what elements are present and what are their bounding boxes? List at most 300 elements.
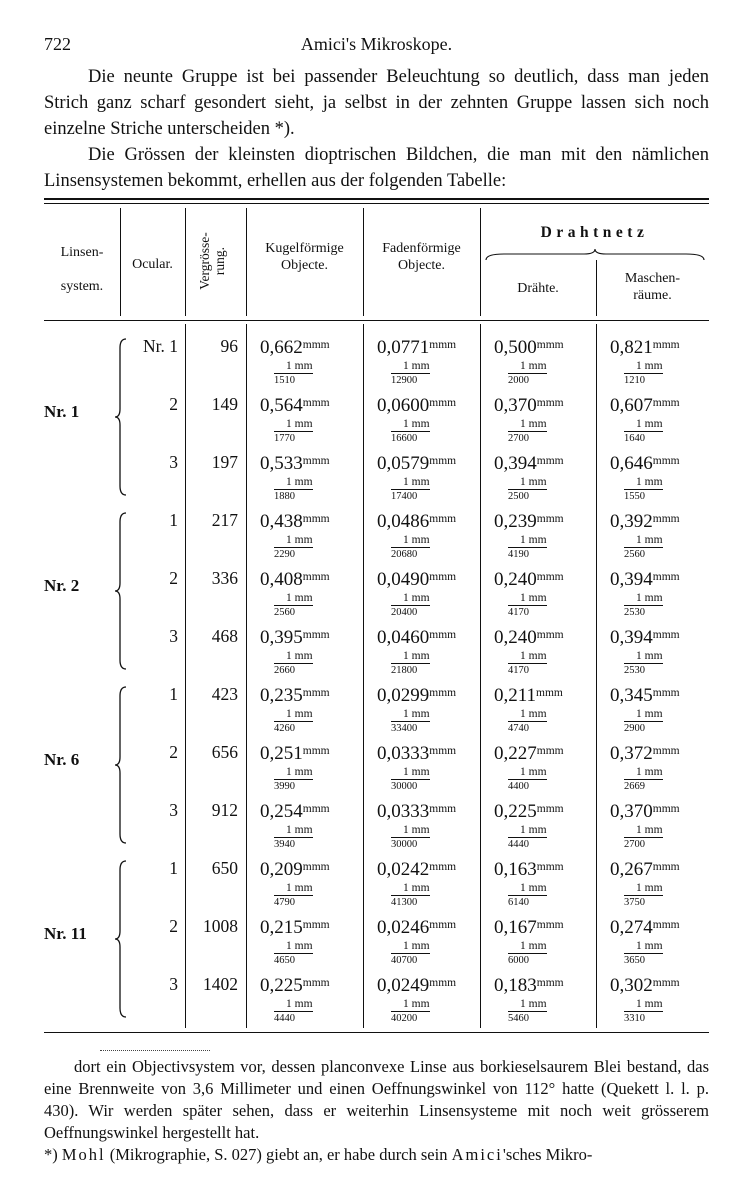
unit-label: mmm (429, 629, 457, 641)
kugel-number: 0,408 (260, 569, 303, 590)
unit-label: mmm (429, 977, 457, 989)
unit-label: mmm (302, 803, 330, 815)
fraction-denominator: 4170 (508, 663, 547, 677)
fraction-denominator: 3990 (274, 779, 313, 793)
ocular-value: 3 (169, 452, 178, 472)
unit-label: mmm (652, 977, 680, 989)
faden-value (377, 334, 487, 359)
faden-value (377, 914, 487, 939)
fraction-unit: mm (528, 940, 547, 952)
faden-measurement (377, 508, 487, 562)
fraction-denominator: 1640 (624, 431, 663, 445)
kugel-number: 0,225 (260, 975, 303, 996)
fraction-denominator: 6140 (508, 895, 547, 909)
unit-label: mmm (302, 861, 330, 873)
fraction-one: 1 (403, 476, 409, 488)
fraction-unit: mm (294, 534, 313, 546)
fraction-unit: mm (644, 476, 663, 488)
fraction-numerator (274, 592, 313, 605)
kugel-measurement (260, 450, 370, 504)
fraction-one: 1 (403, 418, 409, 430)
unit-label: mmm (536, 455, 564, 467)
fraction-numerator (624, 824, 663, 837)
fraction-unit: mm (528, 476, 547, 488)
fraction-numerator (274, 766, 313, 779)
unit-label: mmm (652, 629, 680, 641)
fraction-denominator: 2530 (624, 605, 663, 619)
fraction-unit: mm (411, 708, 430, 720)
fraction-denominator: 2530 (624, 663, 663, 677)
faden-value (377, 566, 487, 591)
draht-number: 0,500 (494, 337, 537, 358)
kugel-number: 0,251 (260, 743, 303, 764)
fraction-one: 1 (636, 824, 642, 836)
masch-measurement (610, 856, 720, 910)
fraction-denominator: 2700 (508, 431, 547, 445)
masch-fraction (624, 418, 663, 445)
fraction-unit: mm (644, 418, 663, 430)
faden-fraction (391, 940, 430, 967)
unit-label: mmm (652, 339, 680, 351)
faden-measurement (377, 392, 487, 446)
fraction-denominator: 30000 (391, 837, 430, 851)
fraction-numerator (624, 882, 663, 895)
draht-number: 0,240 (494, 569, 537, 590)
fraction-unit: mm (294, 824, 313, 836)
fraction-one: 1 (403, 592, 409, 604)
unit-label: mmm (302, 571, 330, 583)
unit-label: mmm (429, 339, 457, 351)
masch-measurement (610, 334, 720, 388)
draht-value (494, 740, 604, 765)
fraction-one: 1 (520, 650, 526, 662)
fraction-one: 1 (403, 708, 409, 720)
fraction-numerator (391, 418, 430, 431)
unit-label: mmm (652, 803, 680, 815)
masch-fraction (624, 824, 663, 851)
unit-label: mmm (429, 513, 457, 525)
intro-paragraph-2: Die Grössen der kleinsten dioptrischen Bildchen, die man mit den nämlichen Linsensystemen bekommt, erhellen aus der folgenden Tabelle: (44, 145, 709, 191)
draht-value (494, 856, 604, 881)
fraction-unit: mm (294, 882, 313, 894)
fraction-one: 1 (286, 998, 292, 1010)
fraction-unit: mm (411, 824, 430, 836)
draht-value (494, 450, 604, 475)
masch-value (610, 450, 720, 475)
fraction-unit: mm (528, 650, 547, 662)
masch-measurement (610, 566, 720, 620)
ocular-value: 3 (169, 626, 178, 646)
fraction-denominator: 1770 (274, 431, 313, 445)
fraction-denominator: 2000 (508, 373, 547, 387)
fraction-one: 1 (286, 824, 292, 836)
group-brace (114, 338, 128, 496)
fraction-one: 1 (286, 476, 292, 488)
faden-fraction (391, 534, 430, 561)
fraction-numerator (274, 940, 313, 953)
masch-value (610, 392, 720, 417)
fraction-one: 1 (520, 418, 526, 430)
magnification-value: 468 (211, 626, 238, 646)
kugel-measurement (260, 392, 370, 446)
unit-label: mmm (536, 629, 564, 641)
fraction-unit: mm (411, 998, 430, 1010)
drahtnetz-brace (484, 248, 706, 262)
draht-number: 0,394 (494, 453, 537, 474)
fraction-unit: mm (644, 708, 663, 720)
fraction-denominator: 4400 (508, 779, 547, 793)
ocular-value: 2 (169, 916, 178, 936)
fraction-unit: mm (528, 708, 547, 720)
unit-label: mmm (652, 455, 680, 467)
draht-fraction (508, 360, 547, 387)
fraction-denominator: 2900 (624, 721, 663, 735)
fraction-unit: mm (528, 592, 547, 604)
unit-label: mmm (652, 861, 680, 873)
fraction-unit: mm (411, 650, 430, 662)
draht-measurement (494, 566, 604, 620)
unit-label: mmm (429, 455, 457, 467)
masch-value (610, 624, 720, 649)
fraction-denominator: 2660 (274, 663, 313, 677)
header-text: system. (60, 279, 104, 294)
fraction-numerator (624, 476, 663, 489)
fraction-unit: mm (294, 766, 313, 778)
masch-number: 0,392 (610, 511, 653, 532)
fraction-denominator: 5460 (508, 1011, 547, 1025)
kugel-value (260, 624, 370, 649)
kugel-value (260, 508, 370, 533)
fraction-denominator: 3650 (624, 953, 663, 967)
faden-number: 0,0246 (377, 917, 430, 938)
draht-measurement (494, 682, 604, 736)
fraction-denominator: 4170 (508, 605, 547, 619)
fraction-denominator: 20400 (391, 605, 430, 619)
kugel-measurement (260, 334, 370, 388)
draht-value (494, 682, 604, 707)
fraction-denominator: 2669 (624, 779, 663, 793)
faden-fraction (391, 998, 430, 1025)
faden-value (377, 972, 487, 997)
fraction-denominator: 4790 (274, 895, 313, 909)
kugel-number: 0,395 (260, 627, 303, 648)
draht-measurement (494, 914, 604, 968)
fraction-numerator (391, 592, 430, 605)
faden-value (377, 624, 487, 649)
magnification-value: 656 (211, 742, 238, 762)
header-text: Maschen- (624, 271, 681, 286)
fraction-numerator (274, 882, 313, 895)
header-text: Fadenförmige (382, 241, 461, 256)
kugel-number: 0,215 (260, 917, 303, 938)
fraction-denominator: 4440 (274, 1011, 313, 1025)
fraction-unit: mm (528, 824, 547, 836)
fraction-unit: mm (644, 360, 663, 372)
fraction-one: 1 (286, 766, 292, 778)
kugel-fraction (274, 708, 313, 735)
draht-measurement (494, 972, 604, 1026)
magnification-value: 650 (211, 858, 238, 878)
ocular-value: 1 (169, 684, 178, 704)
footnote-author: Mohl (61, 1145, 106, 1164)
faden-number: 0,0333 (377, 743, 430, 764)
fraction-denominator: 30000 (391, 779, 430, 793)
fraction-unit: mm (294, 708, 313, 720)
fraction-one: 1 (403, 360, 409, 372)
fraction-one: 1 (403, 650, 409, 662)
fraction-numerator (624, 360, 663, 373)
header-drahtnetz: Drahtnetz (540, 224, 649, 241)
magnification-value: 197 (211, 452, 238, 472)
header-bottom-rule (44, 320, 709, 321)
kugel-value (260, 334, 370, 359)
unit-label: mmm (536, 861, 564, 873)
group-brace (114, 512, 128, 670)
magnification-value: 336 (211, 568, 238, 588)
unit-label: mmm (536, 977, 564, 989)
masch-value (610, 914, 720, 939)
draht-number: 0,167 (494, 917, 537, 938)
fraction-numerator (391, 882, 430, 895)
footnote-continued: dort ein Objectivsystem vor, dessen planconvexe Linse aus borkieselsaurem Blei bestand, das eine Brennweite von 3,6 Millimeter und einen Oeffnungswinkel von 112° hatte (Quekett l. l. p. 430). Wir werden später sehen, dass er weiterhin Linsensysteme mit noch weit grösserem Oeffnungswinkel hergestellt hat. (44, 1057, 709, 1142)
fraction-denominator: 2560 (274, 605, 313, 619)
unit-label: mmm (652, 687, 680, 699)
masch-number: 0,345 (610, 685, 653, 706)
kugel-measurement (260, 682, 370, 736)
unit-label: mmm (429, 571, 457, 583)
unit-label: mmm (536, 803, 564, 815)
draht-number: 0,211 (494, 685, 537, 706)
fraction-numerator (624, 766, 663, 779)
faden-fraction (391, 418, 430, 445)
kugel-value (260, 972, 370, 997)
fraction-one: 1 (636, 882, 642, 894)
kugel-measurement (260, 508, 370, 562)
masch-number: 0,394 (610, 569, 653, 590)
faden-fraction (391, 708, 430, 735)
fraction-one: 1 (403, 534, 409, 546)
kugel-number: 0,254 (260, 801, 303, 822)
faden-measurement (377, 856, 487, 910)
faden-value (377, 450, 487, 475)
kugel-fraction (274, 418, 313, 445)
fraction-numerator (624, 534, 663, 547)
kugel-number: 0,438 (260, 511, 303, 532)
draht-measurement (494, 508, 604, 562)
fraction-unit: mm (644, 824, 663, 836)
draht-fraction (508, 650, 547, 677)
fraction-numerator (508, 534, 547, 547)
kugel-number: 0,235 (260, 685, 303, 706)
fraction-numerator (508, 650, 547, 663)
faden-number: 0,0333 (377, 801, 430, 822)
ocular-value: 1 (169, 510, 178, 530)
faden-fraction (391, 882, 430, 909)
fraction-one: 1 (520, 998, 526, 1010)
masch-value (610, 566, 720, 591)
fraction-one: 1 (520, 824, 526, 836)
draht-fraction (508, 940, 547, 967)
unit-label: mmm (536, 513, 564, 525)
magnification-value: 912 (211, 800, 238, 820)
magnification-value: 96 (220, 336, 238, 356)
fraction-numerator (624, 650, 663, 663)
masch-measurement (610, 624, 720, 678)
kugel-number: 0,209 (260, 859, 303, 880)
draht-value (494, 392, 604, 417)
masch-measurement (610, 450, 720, 504)
fraction-unit: mm (294, 650, 313, 662)
header-text: Kugelförmige (265, 241, 344, 256)
masch-measurement (610, 972, 720, 1026)
fraction-one: 1 (286, 940, 292, 952)
fraction-one: 1 (403, 766, 409, 778)
magnification-value: 1402 (203, 974, 238, 994)
unit-label: mmm (536, 339, 564, 351)
faden-fraction (391, 766, 430, 793)
footnote-text: (Mikrographie, S. 027) giebt an, er habe durch sein (109, 1145, 448, 1164)
faden-fraction (391, 476, 430, 503)
fraction-unit: mm (644, 998, 663, 1010)
masch-number: 0,394 (610, 627, 653, 648)
fraction-numerator (508, 882, 547, 895)
header-fadenfoermige (363, 240, 480, 274)
intro-text (44, 64, 709, 194)
draht-fraction (508, 882, 547, 909)
footnote-marker: *) (44, 1145, 58, 1164)
faden-number: 0,0579 (377, 453, 430, 474)
unit-label: mmm (429, 803, 457, 815)
faden-value (377, 856, 487, 881)
fraction-one: 1 (286, 534, 292, 546)
faden-number: 0,0242 (377, 859, 430, 880)
fraction-one: 1 (520, 592, 526, 604)
fraction-one: 1 (636, 998, 642, 1010)
group-label: Nr. 2 (44, 576, 80, 595)
fraction-numerator (274, 360, 313, 373)
magnification-value: 423 (211, 684, 238, 704)
faden-number: 0,0460 (377, 627, 430, 648)
fraction-unit: mm (528, 766, 547, 778)
unit-label: mmm (536, 919, 564, 931)
unit-label: mmm (429, 687, 457, 699)
fraction-one: 1 (520, 708, 526, 720)
fraction-one: 1 (286, 650, 292, 662)
fraction-numerator (274, 650, 313, 663)
draht-fraction (508, 476, 547, 503)
unit-label: mmm (302, 629, 330, 641)
fraction-denominator: 4190 (508, 547, 547, 561)
draht-measurement (494, 798, 604, 852)
masch-fraction (624, 766, 663, 793)
header-text: Vergrösse- (197, 232, 212, 290)
fraction-numerator (508, 824, 547, 837)
header-vergroesserung (197, 211, 231, 311)
fraction-unit: mm (644, 534, 663, 546)
masch-measurement (610, 508, 720, 562)
fraction-numerator (508, 708, 547, 721)
fraction-numerator (274, 476, 313, 489)
kugel-fraction (274, 882, 313, 909)
table-top-rule-2 (44, 203, 709, 204)
masch-fraction (624, 534, 663, 561)
fraction-one: 1 (520, 766, 526, 778)
fraction-one: 1 (636, 476, 642, 488)
faden-number: 0,0600 (377, 395, 430, 416)
masch-value (610, 682, 720, 707)
unit-label: mmm (429, 745, 457, 757)
fraction-numerator (508, 766, 547, 779)
fraction-unit: mm (644, 882, 663, 894)
draht-value (494, 624, 604, 649)
draht-fraction (508, 534, 547, 561)
header-linsensystem (44, 244, 120, 295)
fraction-numerator (274, 998, 313, 1011)
fraction-numerator (274, 418, 313, 431)
fraction-one: 1 (636, 650, 642, 662)
draht-value (494, 798, 604, 823)
kugel-fraction (274, 592, 313, 619)
fraction-numerator (391, 940, 430, 953)
draht-fraction (508, 998, 547, 1025)
faden-measurement (377, 914, 487, 968)
fraction-one: 1 (636, 940, 642, 952)
faden-value (377, 682, 487, 707)
ocular-value: 1 (169, 858, 178, 878)
fraction-unit: mm (411, 882, 430, 894)
faden-measurement (377, 624, 487, 678)
unit-label: mmm (302, 745, 330, 757)
magnification-value: 217 (211, 510, 238, 530)
group-label: Nr. 6 (44, 750, 80, 769)
draht-number: 0,239 (494, 511, 537, 532)
kugel-fraction (274, 998, 313, 1025)
kugel-measurement (260, 798, 370, 852)
fraction-numerator (508, 940, 547, 953)
magnification-value: 1008 (203, 916, 238, 936)
fraction-numerator (391, 998, 430, 1011)
fraction-numerator (508, 418, 547, 431)
unit-label: mmm (302, 919, 330, 931)
draht-value (494, 972, 604, 997)
header-text: rung. (212, 246, 227, 276)
ocular-value: 2 (169, 742, 178, 762)
kugel-fraction (274, 766, 313, 793)
group-brace (114, 686, 128, 844)
fraction-one: 1 (286, 592, 292, 604)
kugel-fraction (274, 940, 313, 967)
fraction-unit: mm (294, 360, 313, 372)
table-top-rule (44, 198, 709, 200)
header-text: Linsen- (60, 245, 104, 260)
fraction-numerator (624, 998, 663, 1011)
fraction-unit: mm (294, 592, 313, 604)
header-text: Objecte. (280, 258, 329, 273)
fraction-one: 1 (286, 882, 292, 894)
draht-measurement (494, 392, 604, 446)
fraction-denominator: 20680 (391, 547, 430, 561)
fraction-numerator (624, 940, 663, 953)
fraction-unit: mm (411, 592, 430, 604)
fraction-numerator (274, 708, 313, 721)
fraction-unit: mm (411, 534, 430, 546)
kugel-value (260, 856, 370, 881)
fraction-unit: mm (411, 766, 430, 778)
masch-number: 0,821 (610, 337, 653, 358)
header-draehte: Drähte. (517, 281, 559, 296)
fraction-denominator: 2700 (624, 837, 663, 851)
fraction-denominator: 3750 (624, 895, 663, 909)
